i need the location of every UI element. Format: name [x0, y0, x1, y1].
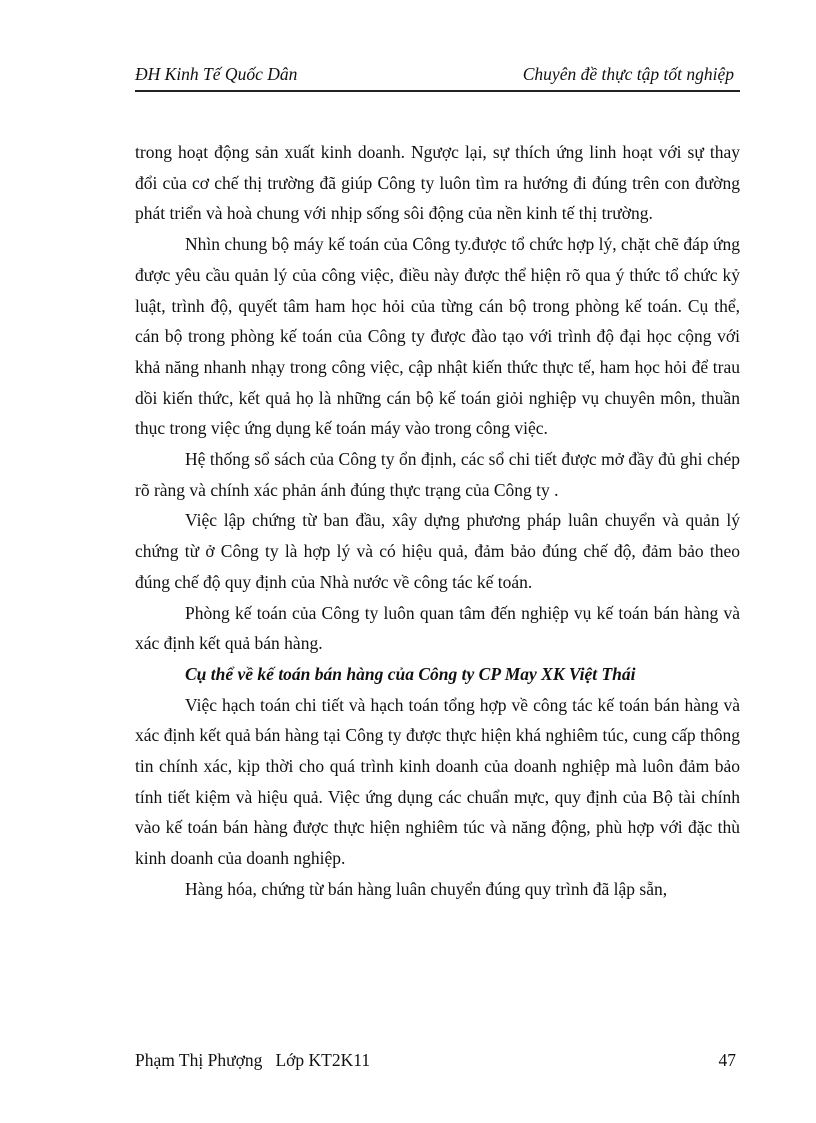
page-body: [135, 137, 740, 905]
footer-author: Phạm Thị Phượng Lớp KT2K11: [135, 1050, 371, 1070]
paragraph: Hệ thống sổ sách của Công ty ổn định, các sổ chi tiết được mở đầy đủ ghi chép rõ ràng và chính xác phản ánh đúng thực trạng của Công ty .: [135, 449, 740, 500]
paragraph: Việc hạch toán chi tiết và hạch toán tổng hợp về công tác kế toán bán hàng và xác định kết quả bán hàng tại Công ty được thực hiện khá nghiêm túc, cung cấp thông tin chính xác, kịp thời cho quá trình kinh doanh của doanh nghiệp mà luôn đảm bảo tính tiết kiệm và hiệu quả. Việc ứng dụng các chuẩn mực, quy định của Bộ tài chính vào kế toán bán hàng được thực hiện nghiêm túc và năng động, phù hợp với đặc thù kinh doanh của doanh nghiệp.: [135, 694, 740, 869]
paragraph: Nhìn chung bộ máy kế toán của Công ty.được tổ chức hợp lý, chặt chẽ đáp ứng được yêu cầu quản lý của công việc, điều này được thể hiện rõ qua ý thức tổ chức kỷ luật, trình độ, quyết tâm ham học hỏi của từng cán bộ trong phòng kế toán. Cụ thể, cán bộ trong phòng kế toán của Công ty được đào tạo với trình độ đại học cộng với khả năng nhanh nhạy trong công việc, cập nhật kiến thức thực tế, ham học hỏi để trau dồi kiến thức, kết quả họ là những cán bộ kế toán giỏi nghiệp vụ chuyên môn, thuần thục trong việc ứng dụng kế toán máy vào trong công việc.: [135, 234, 740, 439]
header-document-title: Chuyên đề thực tập tốt nghiệp: [522, 64, 734, 84]
paragraph: Hàng hóa, chứng từ bán hàng luân chuyển đúng quy trình đã lập sẵn,: [185, 878, 668, 899]
paragraph: Phòng kế toán của Công ty luôn quan tâm đến nghiệp vụ kế toán bán hàng và xác định kết quả bán hàng.: [135, 602, 740, 654]
section-heading: Cụ thể về kế toán bán hàng của Công ty CP May XK Việt Thái: [185, 663, 636, 684]
header-university: ĐH Kinh Tế Quốc Dân: [135, 64, 298, 84]
paragraph-continuation: trong hoạt động sản xuất kinh doanh. Ngược lại, sự thích ứng linh hoạt với sự thay đổi của cơ chế thị trường đã giúp Công ty luôn tìm ra hướng đi đúng trên con đường phát triển và hoà chung với nhịp sống sôi động của nền kinh tế thị trường.: [135, 142, 740, 224]
page-header: [135, 64, 740, 92]
paragraph: Việc lập chứng từ ban đầu, xây dựng phương pháp luân chuyển và quản lý chứng từ ở Công ty là hợp lý và có hiệu quả, đảm bảo đúng chế độ, đảm bảo theo đúng chế độ quy định của Nhà nước về công tác kế toán.: [135, 510, 740, 592]
page-number: 47: [718, 1050, 736, 1070]
